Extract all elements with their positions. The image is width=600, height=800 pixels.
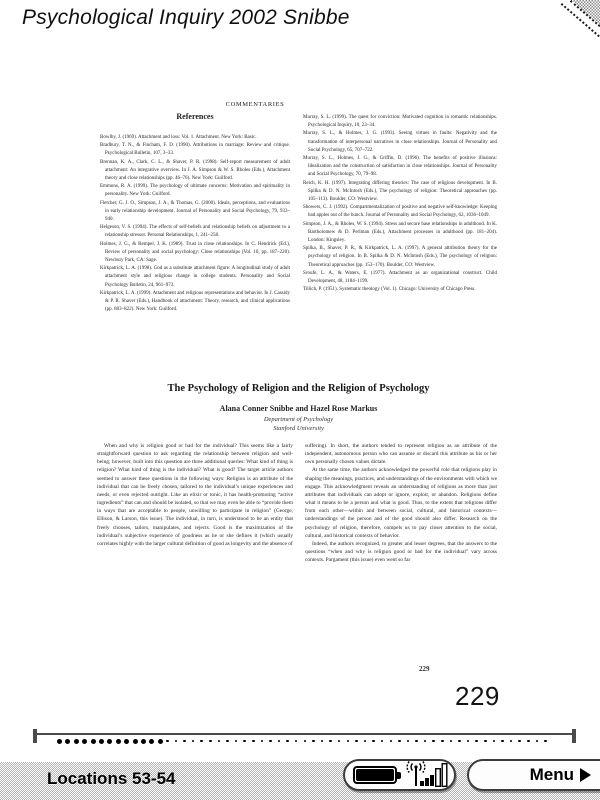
progress-dot — [441, 740, 444, 743]
progress-bar[interactable] — [33, 729, 576, 747]
menu-arrow-icon — [580, 768, 591, 782]
progress-dot — [133, 739, 138, 744]
article-body-right — [305, 442, 497, 564]
progress-dot — [158, 739, 163, 744]
progress-dot — [183, 740, 186, 743]
progress-dot — [141, 739, 146, 744]
progress-dot — [286, 740, 289, 743]
reference-entry: Helgeson, V. S. (1994). The effects of self-beliefs and relationship beliefs on adjustment to a relationship stressor. Personal Relationships, 1, 241–258. — [100, 225, 290, 239]
progress-dot — [175, 740, 178, 743]
progress-dot — [209, 740, 212, 743]
progress-dot — [200, 740, 203, 743]
progress-dot — [312, 740, 315, 743]
progress-dot — [321, 740, 324, 743]
status-indicators — [343, 759, 456, 791]
signal-strength-icon — [406, 761, 448, 788]
progress-dot — [390, 740, 393, 743]
reference-entry: Simpson, J. A., & Rholes, W. S. (1994). Stress and secure base relationships in adulthood. In K. Bartholomew & D. Perlman (Eds.), Attachment processes in adulthood (pp. 181–204). London: Kingsley. — [303, 221, 497, 244]
article-authors: Alana Conner Snibbe and Hazel Rose Markus — [219, 404, 378, 413]
references-column-right — [303, 114, 497, 294]
progress-dot — [338, 740, 341, 743]
progress-dot — [91, 739, 96, 744]
progress-dot — [347, 740, 350, 743]
progress-dot — [544, 740, 547, 743]
article-affiliation-univ: Stanford University — [273, 425, 324, 432]
reference-entry: Sroufe, L. A., & Waters, E. (1977). Attachment as an organizational construct. Child Development, 48, 1184–1199. — [303, 270, 497, 285]
article-body-left — [97, 442, 293, 548]
progress-dot — [107, 739, 112, 744]
article-affiliation-dept: Department of Psychology — [263, 416, 334, 423]
reference-entry: Bowlby, J. (1969). Attachment and loss: Vol. 1. Attachment. New York: Basic. — [100, 135, 257, 140]
menu-button[interactable] — [467, 759, 600, 791]
references-heading: References — [176, 112, 214, 121]
progress-dot — [82, 739, 87, 744]
progress-dot — [74, 739, 79, 744]
progress-dot — [149, 739, 154, 744]
progress-dot — [510, 740, 513, 743]
progress-dot — [484, 740, 487, 743]
body-paragraph: At the same time, the authors acknowledged the powerful role that religions play in shaping the meanings, practices, and understandings of the environments with which we engage. This acknowledgment reveals an understanding of religions as more than just attributes that individuals can adopt or ignore, exploit, or abandon. Religions define what it means to be a person and what is good. Thus, to the extent that religions differ from each other—within and between social, cultural, and historical contexts—understandings of the person and of the good should also differ. Research on the psychology of religion, therefore, compels us to pay closer attention to the social, cultural, and historical contexts of behavior. — [305, 467, 497, 539]
footer-bar — [0, 762, 600, 800]
progress-dot — [424, 740, 427, 743]
progress-dot — [432, 740, 435, 743]
progress-dot — [475, 740, 478, 743]
progress-dot — [166, 740, 169, 743]
progress-dot — [458, 740, 461, 743]
progress-dot — [527, 740, 530, 743]
progress-dot — [407, 740, 410, 743]
progress-dot — [355, 740, 358, 743]
progress-dot — [493, 740, 496, 743]
progress-dot — [261, 740, 264, 743]
scanned-page-number: 229 — [419, 665, 430, 673]
progress-dot — [116, 739, 121, 744]
progress-dot — [536, 740, 539, 743]
progress-dot — [124, 739, 129, 744]
reference-entry: Kirkpatrick, L. A. (1998). God as a substitute attachment figure: A longitudinal study of adult attachment style and religious change in college students. Personality and Social Psychology Bulletin, 24, 961–973. — [100, 266, 290, 288]
progress-dot — [295, 740, 298, 743]
body-paragraph: When and why is religion good or bad for the individual? This seems like a fairly straightforward question to ask regarding the relationship between religion and well-being; however, built into this question are three additional queries: What kind of thing is religion? What kind of thing is the individual? What is good? The target article authors seemed to answer these questions in the following ways: Religion is an attribute of the individual that can be freely chosen, tailored to the individual’s unique experiences and needs, or even rejected outright. Like an elixir or tonic, it has health-promoting “active ingredients” that can and should be isolated, so that we may even be able to “provide them in ways that are acceptable to people, unwilling to participate in religion” (George, Ellison, & Larson, this issue). The individual, in turn, is understood to be an entity that freely chooses, tailors, manipulates, and rejects. Good is the maximization of the individual’s subjective experience of goodness as he or she defines it (which usually correlates highly with the larger cultural definition of good as longevity and the absence of — [97, 443, 293, 547]
progress-dot — [235, 740, 238, 743]
progress-dot — [192, 740, 195, 743]
progress-dot — [226, 740, 229, 743]
reference-entry: Brennan, K. A., Clark, C. L., & Shaver, P. R. (1998). Self-report measurement of adult attachment: An integrative overview. In J. A. Simpson & W. S. Rholes (Eds.), Attachment theory and close relationships (pp. 46–76). New York: Guilford. — [100, 159, 290, 182]
progress-dot — [269, 740, 272, 743]
progress-dot — [518, 740, 521, 743]
reference-entry: Emmons, R. A. (1999). The psychology of ultimate concerns: Motivation and spirituality in personality. New York: Guilford. — [100, 184, 290, 198]
progress-dot — [57, 739, 62, 744]
progress-dot — [243, 740, 246, 743]
progress-dot — [99, 739, 104, 744]
body-paragraph: Indeed, the authors recognized, to greater and lesser degrees, that the answers to the questions “when and why is religion good or bad for the individual” vary across contexts. Pargament (this issue) even went so far — [305, 540, 497, 564]
progress-dot — [304, 740, 307, 743]
book-title: Psychological Inquiry 2002 Snibbe — [22, 6, 350, 29]
reference-entry: Holmes, J. G., & Rempel, J. K. (1989). Trust in close relationships. In C. Hendrick (Ed.), Review of personality and social psychology: Close relationships (Vol. 10, pp. 187–220). Newbury Park, CA: Sage. — [100, 241, 290, 264]
reference-entry: Spilka, B., Shaver, P. R., & Kirkpatrick, L. A. (1997). A general attribution theory for the psychology of religion. In B. Spilka & D. N. McIntosh (Eds.), The psychology of religion: Theoretical approaches (pp. 153–170). Boulder, CO: Westview. — [303, 246, 497, 268]
progress-dot — [65, 739, 70, 744]
progress-dot — [329, 740, 332, 743]
progress-dot — [252, 740, 255, 743]
reference-entry: Showers, C. J. (1992). Compartmentalization of positive and negative self-knowledge: Keeping bad apples out of the bunch. Journal of Personality and Social Psychology, 62, 1036–1049. — [303, 205, 497, 219]
progress-dot — [450, 740, 453, 743]
menu-button-label: Menu — [529, 765, 574, 784]
progress-right-cap — [572, 729, 576, 743]
progress-dots — [57, 737, 553, 745]
progress-dot — [415, 740, 418, 743]
battery-icon — [353, 766, 397, 784]
page-number-overlay: 229 — [455, 681, 500, 711]
progress-dot — [364, 740, 367, 743]
reference-entry: Fletcher, G. J. O., Simpson, J. A., & Thomas, G. (2000). Ideals, perceptions, and evaluations in early relationship development. Journal of Personality and Social Psychology, 79, 933–940. — [100, 200, 290, 223]
reference-entry: Reich, K. H. (1997). Integrating differing theories: The case of religious development. In B. Spilka & D. N. McIntosh (Eds.), The psychology of religion: Theoretical approaches (pp. 105–113). Boulder, CO: Westview. — [303, 180, 497, 203]
reference-entry: Tillich, P. (1951). Systematic theology (Vol. 1). Chicago: University of Chicago Press. — [303, 287, 476, 293]
article-title: The Psychology of Religion and the Religion of Psychology — [167, 383, 430, 394]
progress-dot — [372, 740, 375, 743]
reference-entry: Murray, S. L., Holmes, J. G., & Griffin, D. (1996). The benefits of positive illusions: Idealization and the construction of satisfaction in close relationships. Journal of Personality and Social Psychology, 70, 79–98. — [303, 156, 497, 178]
body-paragraph: suffering). In short, the authors tended to represent religion as an attribute of the independent, autonomous person who can assume or discard this attribute as his or her own personally chosen values dictate. — [305, 443, 497, 466]
progress-dot — [278, 740, 281, 743]
reference-entry: Murray, S. L. (1999). The quest for conviction: Motivated cognition in romantic relationships. Psychological Inquiry, 10, 23–34. — [303, 115, 497, 129]
progress-dot — [398, 740, 401, 743]
running-head: COMMENTARIES — [225, 101, 285, 108]
reference-entry: Murray, S. L., & Holmes, J. G. (1993). Seeing virtues in faults: Negativity and the transformation of interpersonal narratives in close relationships. Journal of Personality and Social Psychology, 65, 707–722. — [303, 131, 497, 153]
progress-left-cap — [33, 729, 37, 743]
progress-dot — [218, 740, 221, 743]
location-label: Locations 53-54 — [47, 769, 176, 788]
references-column-left — [100, 134, 290, 314]
reference-entry: Bradbury, T. N., & Fincham, F. D. (1990). Attributions in marriage: Review and critique. Psychological Bulletin, 107, 3–33. — [100, 143, 290, 157]
progress-track — [33, 733, 576, 735]
reference-entry: Kirkpatrick, L. A. (1999). Attachment and religious representations and behavior. In J. Cassidy & P. R. Shaver (Eds.), Handbook of attachment: Theory, research, and clinical applications (pp. 803–822). New York: Guilford. — [100, 290, 290, 313]
progress-dot — [467, 740, 470, 743]
progress-dot — [381, 740, 384, 743]
progress-dot — [501, 740, 504, 743]
